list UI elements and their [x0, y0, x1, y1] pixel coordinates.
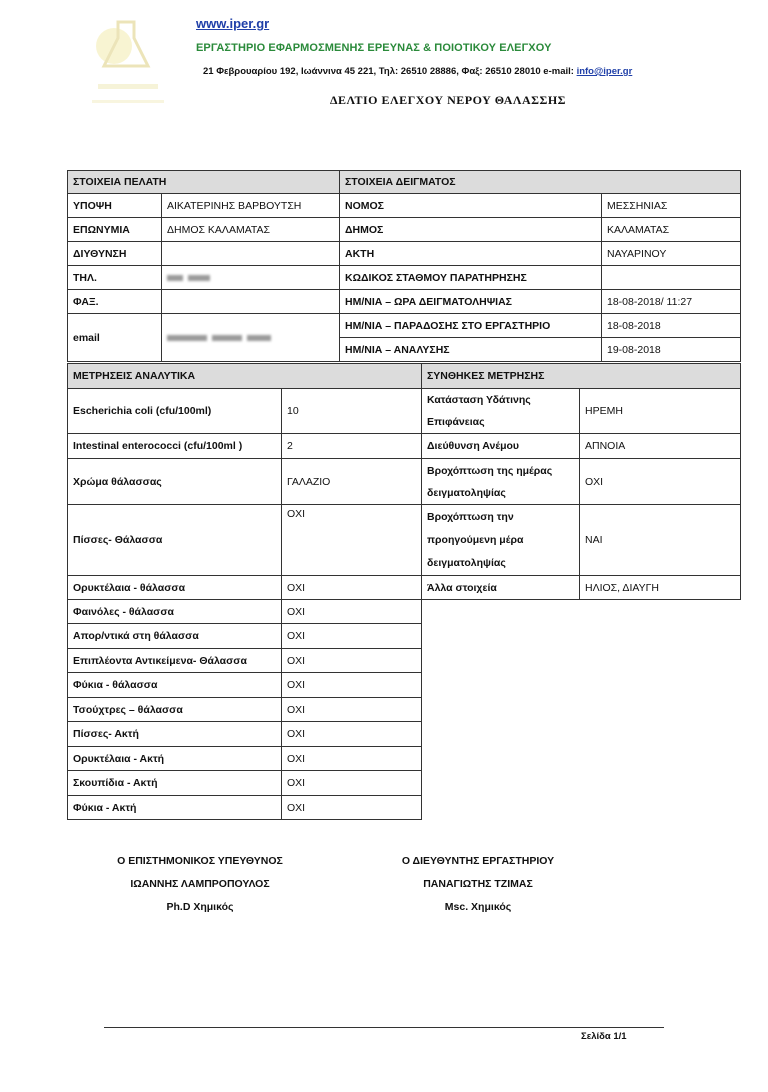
client-section-header: ΣΤΟΙΧΕΙΑ ΠΕΛΑΤΗ [68, 171, 340, 194]
email-link[interactable]: info@iper.gr [576, 66, 633, 77]
measurement-value: ΟΧΙ [282, 600, 422, 624]
condition-value: ΟΧΙ [580, 459, 741, 505]
condition-label: Βροχόπτωση την προηγούμενη μέρα δειγματοληψίας [422, 505, 580, 576]
condition-value: ΗΡΕΜΗ [580, 389, 741, 434]
measurement-label: Επιπλέοντα Αντικείμενα- Θάλασσα [68, 649, 282, 673]
measurement-value: 2 [282, 434, 422, 459]
sample-label: ΑΚΤΗ [340, 242, 602, 266]
measurement-label: Ορυκτέλαια - θάλασσα [68, 576, 282, 600]
lab-address [203, 66, 632, 77]
condition-value: ΝΑΙ [580, 505, 741, 576]
client-label: ΕΠΩΝΥΜΙΑ [68, 218, 162, 242]
measurement-value: ΟΧΙ [282, 673, 422, 698]
measurement-label: Χρώμα θάλασσας [68, 459, 282, 505]
measurement-label: Πίσσες- Ακτή [68, 722, 282, 747]
measurement-label: Φύκια - θάλασσα [68, 673, 282, 698]
redacted-email [167, 335, 207, 341]
client-sample-table [67, 170, 741, 362]
measurement-value: ΟΧΙ [282, 649, 422, 673]
signature-name: ΙΩΑΝΝΗΣ ΛΑΜΠΡΟΠΟΥΛΟΣ [130, 878, 270, 890]
address-text: 21 Φεβρουαρίου 192, Ιωάννινα 45 221, Τηλ: 26510 28886, Φαξ: 26510 28010 e-mail: [203, 66, 577, 77]
measurement-value: ΟΧΙ [282, 576, 422, 600]
sample-value: ΜΕΣΣΗΝΙΑΣ [602, 194, 741, 218]
measurement-value: 10 [282, 389, 422, 434]
client-label: ΤΗΛ. [68, 266, 162, 290]
condition-value: ΑΠΝΟΙΑ [580, 434, 741, 459]
measurement-value: ΟΧΙ [282, 747, 422, 771]
sample-label: ΝΟΜΟΣ [340, 194, 602, 218]
measurement-value: ΓΑΛΑΖΙΟ [282, 459, 422, 505]
lab-logo [88, 14, 168, 110]
measurement-label: Escherichia coli (cfu/100ml) [68, 389, 282, 434]
conditions-table [421, 363, 741, 600]
redacted-email [247, 335, 271, 341]
measurements-table [67, 363, 422, 820]
measurement-value: ΟΧΙ [282, 624, 422, 649]
sample-label: ΔΗΜΟΣ [340, 218, 602, 242]
client-value [162, 266, 340, 290]
sample-section-header: ΣΤΟΙΧΕΙΑ ΔΕΙΓΜΑΤΟΣ [340, 171, 741, 194]
condition-label: Διεύθυνση Ανέμου [422, 434, 580, 459]
sample-value: 18-08-2018/ 11:27 [602, 290, 741, 314]
measurement-label: Σκουπίδια - Ακτή [68, 771, 282, 796]
sample-value [602, 266, 741, 290]
sample-value: 19-08-2018 [602, 338, 741, 362]
signature-title: Msc. Χημικός [444, 901, 512, 913]
redacted-email [212, 335, 242, 341]
client-label: ΥΠΟΨΗ [68, 194, 162, 218]
website-link[interactable]: www.iper.gr [196, 16, 270, 31]
client-value [162, 242, 340, 266]
client-label: email [68, 314, 162, 362]
condition-label: Άλλα στοιχεία [422, 576, 580, 600]
signature-name: ΠΑΝΑΓΙΩΤΗΣ ΤΖΙΜΑΣ [423, 878, 533, 890]
sample-label: ΗΜ/ΝΙΑ – ΩΡΑ ΔΕΙΓΜΑΤΟΛΗΨΙΑΣ [340, 290, 602, 314]
measurement-label: Πίσσες- Θάλασσα [68, 505, 282, 576]
signature-role: Ο ΔΙΕΥΘΥΝΤΗΣ ΕΡΓΑΣΤΗΡΙΟΥ [401, 855, 555, 867]
sample-value: ΚΑΛΑΜΑΤΑΣ [602, 218, 741, 242]
measurement-label: Intestinal enterococci (cfu/100ml ) [68, 434, 282, 459]
footer-divider [104, 1027, 664, 1028]
lab-name: ΕΡΓΑΣΤΗΡΙΟ ΕΦΑΡΜΟΣΜΕΝΗΣ ΕΡΕΥΝΑΣ & ΠΟΙΟΤΙΚΟΥ ΕΛΕΓΧΟΥ [196, 42, 552, 54]
measurement-label: Ορυκτέλαια - Ακτή [68, 747, 282, 771]
measurement-value: ΟΧΙ [282, 505, 422, 576]
client-value: ΑΙΚΑΤΕΡΙΝΗΣ ΒΑΡΒΟΥΤΣΗ [162, 194, 340, 218]
measurement-label: Φύκια - Ακτή [68, 796, 282, 820]
client-value [162, 314, 340, 362]
measurement-label: Τσούχτρες – θάλασσα [68, 698, 282, 722]
redacted-phone [167, 275, 183, 281]
sample-label: ΗΜ/ΝΙΑ – ΠΑΡΑΔΟΣΗΣ ΣΤΟ ΕΡΓΑΣΤΗΡΙΟ [340, 314, 602, 338]
condition-label: Κατάσταση Υδάτινης Επιφάνειας [422, 389, 580, 434]
measurement-value: ΟΧΙ [282, 796, 422, 820]
sample-label: ΗΜ/ΝΙΑ – ΑΝΑΛΥΣΗΣ [340, 338, 602, 362]
sample-value: 18-08-2018 [602, 314, 741, 338]
page-number: Σελίδα 1/1 [581, 1031, 627, 1042]
measurements-section-header: ΜΕΤΡΗΣΕΙΣ ΑΝΑΛΥΤΙΚΑ [68, 364, 422, 389]
measurement-value: ΟΧΙ [282, 698, 422, 722]
scientific-supervisor-signature [100, 855, 300, 924]
client-label: ΔΙΥΘΥΝΣΗ [68, 242, 162, 266]
client-value: ΔΗΜΟΣ ΚΑΛΑΜΑΤΑΣ [162, 218, 340, 242]
redacted-phone [188, 275, 210, 281]
client-label: ΦΑΞ. [68, 290, 162, 314]
measurement-label: Φαινόλες - θάλασσα [68, 600, 282, 624]
conditions-section-header: ΣΥΝΘΗΚΕΣ ΜΕΤΡΗΣΗΣ [422, 364, 741, 389]
document-title: ΔΕΛΤΙΟ ΕΛΕΓΧΟΥ ΝΕΡΟΥ ΘΑΛΑΣΣΗΣ [330, 93, 567, 107]
signature-role: Ο ΕΠΙΣΤΗΜΟΝΙΚΟΣ ΥΠΕΥΘΥΝΟΣ [117, 855, 283, 867]
client-value [162, 290, 340, 314]
sample-value: ΝΑΥΑΡΙΝΟΥ [602, 242, 741, 266]
measurement-label: Απορ/ντικά στη θάλασσα [68, 624, 282, 649]
signature-title: Ph.D Χημικός [166, 901, 234, 913]
lab-director-signature [378, 855, 578, 924]
condition-value: ΗΛΙΟΣ, ΔΙΑΥΓΗ [580, 576, 741, 600]
measurement-value: ΟΧΙ [282, 771, 422, 796]
measurement-value: ΟΧΙ [282, 722, 422, 747]
sample-label: ΚΩΔΙΚΟΣ ΣΤΑΘΜΟΥ ΠΑΡΑΤΗΡΗΣΗΣ [340, 266, 602, 290]
condition-label: Βροχόπτωση της ημέρας δειγματοληψίας [422, 459, 580, 505]
